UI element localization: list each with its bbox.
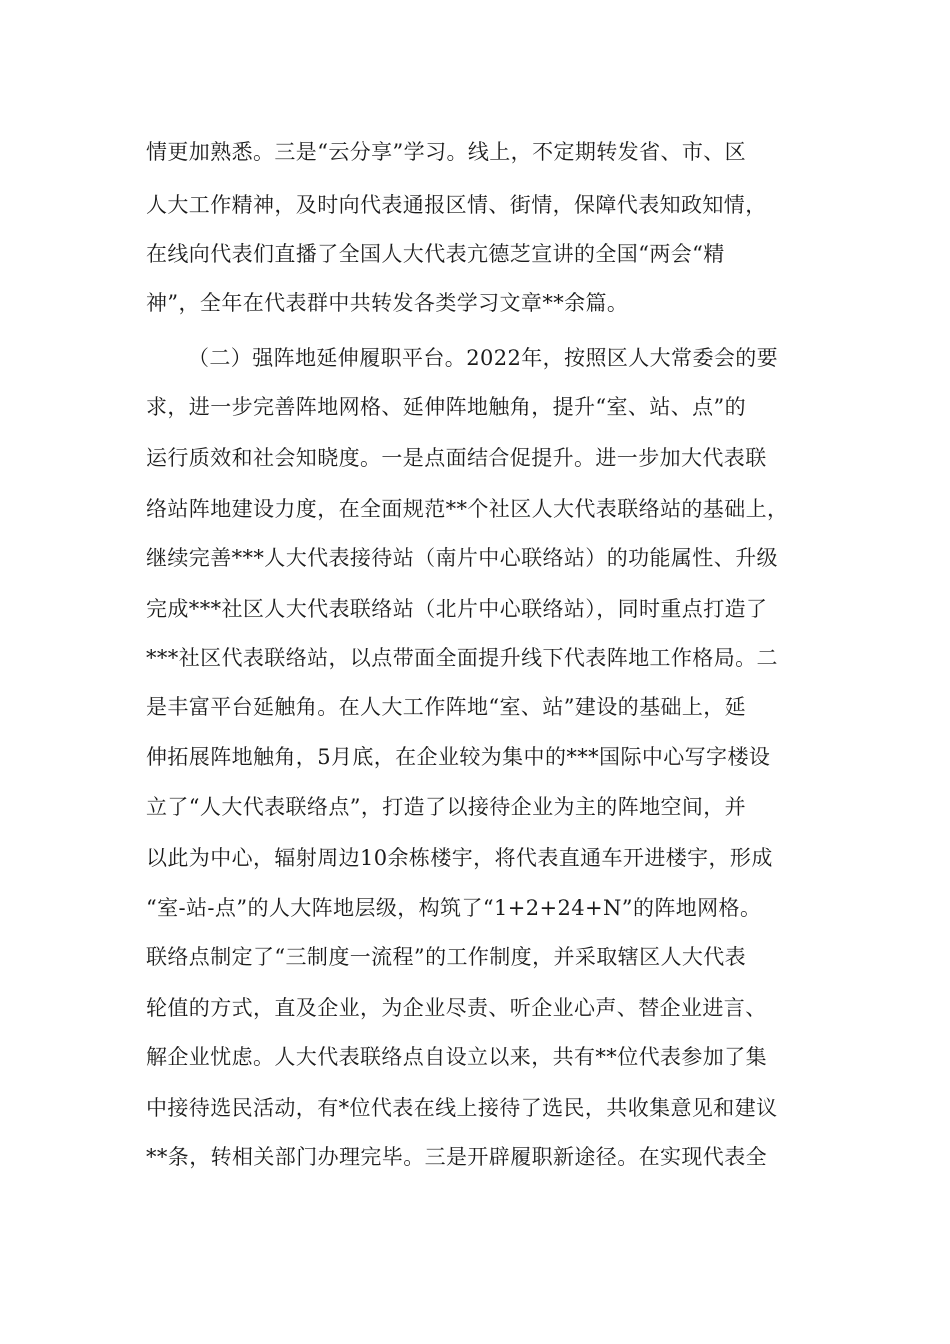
text-line: 伸拓展阵地触角，5月底，在企业较为集中的***国际中心写字楼设 [146,745,771,769]
text-line: 继续完善***人大代表接待站（南片中心联络站）的功能属性、升级 [146,546,778,570]
text-line: 人大工作精神，及时向代表通报区情、街情，保障代表知政知情， [146,193,767,217]
text-line: 轮值的方式，直及企业，为企业尽责、听企业心声、替企业进言、 [146,996,767,1020]
text-line: 求，进一步完善阵地网格、延伸阵地触角，提升“室、站、点”的 [146,395,747,419]
text-line: 情更加熟悉。三是“云分享”学习。线上，不定期转发省、市、区 [146,140,747,164]
paragraph-heading-line: （二）强阵地延伸履职平台。2022年，按照区人大常委会的要 [188,346,779,370]
text-line: “室-站-点”的人大阵地层级，构筑了“1+2+24+N”的阵地网格。 [146,896,762,920]
text-line: **条，转相关部门办理完毕。三是开辟履职新途径。在实现代表全 [146,1145,767,1169]
text-line: ***社区代表联络站，以点带面全面提升线下代表阵地工作格局。二 [146,646,778,670]
text-line: 立了“人大代表联络点”，打造了以接待企业为主的阵地空间，并 [146,795,747,819]
text-line: 联络点制定了“三制度一流程”的工作制度，并采取辖区人大代表 [146,945,747,969]
text-line: 络站阵地建设力度，在全面规范**个社区人大代表联络站的基础上， [146,497,789,521]
text-line: 以此为中心，辐射周边10余栋楼宇，将代表直通车开进楼宇，形成 [146,846,773,870]
text-line: 在线向代表们直播了全国人大代表亢德芝宣讲的全国“两会“精 [146,242,725,266]
text-line: 中接待选民活动，有*位代表在线上接待了选民，共收集意见和建议 [146,1096,778,1120]
text-line: 完成***社区人大代表联络站（北片中心联络站），同时重点打造了 [146,597,768,621]
text-line: 是丰富平台延触角。在人大工作阵地“室、站”建设的基础上，延 [146,695,747,719]
text-line: 神”，全年在代表群中共转发各类学习文章**余篇。 [146,291,629,315]
text-line: 解企业忧虑。人大代表联络点自设立以来，共有**位代表参加了集 [146,1045,767,1069]
text-line: 运行质效和社会知晓度。一是点面结合促提升。进一步加大代表联 [146,446,767,470]
